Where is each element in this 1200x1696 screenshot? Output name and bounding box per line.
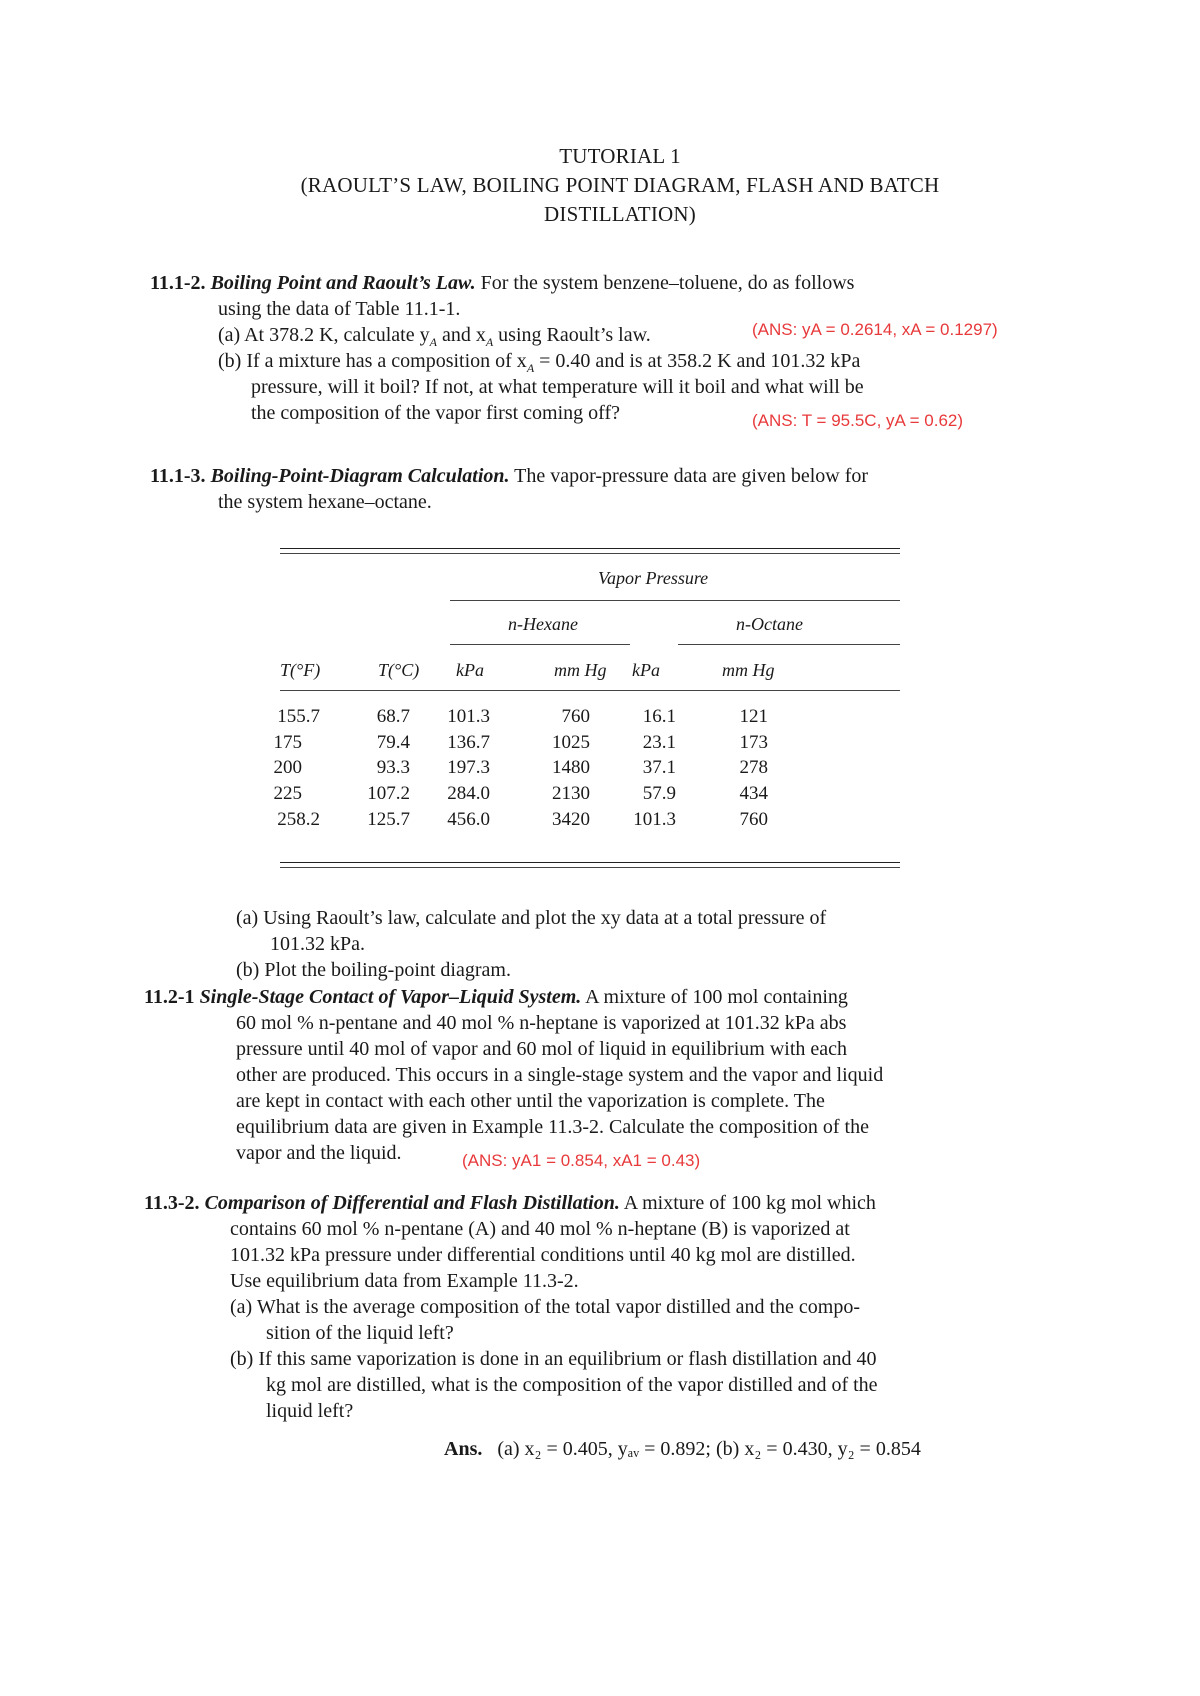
cell: 278 [739, 757, 768, 778]
octane-underline [678, 644, 900, 645]
vapor-pressure-table [273, 540, 900, 880]
p4-line-4: Use equilibrium data from Example 11.3-2. [230, 1270, 579, 1292]
cell: 2130 [552, 783, 590, 804]
cell: 125.7 [367, 809, 410, 830]
p4-answer [444, 1436, 921, 1462]
p1-part-b-2: pressure, will it boil? If not, at what temperature will it boil and what will be [251, 376, 864, 398]
cell: 197.3 [447, 757, 490, 778]
cell: 258.2 [277, 809, 320, 830]
p1-sub-a2: A [485, 335, 494, 349]
p1-answer-a: (ANS: yA = 0.2614, xA = 0.1297) [752, 320, 998, 339]
cell: 93.3 [376, 757, 410, 778]
col-header-t-f: T(°F) [280, 660, 321, 680]
p4-line-2: contains 60 mol % n-pentane (A) and 40 mol % n-heptane (B) is vaporized at [230, 1218, 850, 1240]
p4-part-b-3: liquid left? [266, 1400, 354, 1422]
p3-line-1: A mixture of 100 mol containing [585, 986, 848, 1008]
cell: 225 [273, 783, 302, 804]
cell: 760 [739, 809, 768, 830]
p4-line-3: 101.32 kPa pressure under differential conditions until 40 kg mol are distilled. [230, 1244, 856, 1266]
cell: 173 [739, 732, 768, 753]
p2-intro-1: The vapor-pressure data are given below for [514, 465, 869, 487]
p4-header [144, 1190, 876, 1216]
cell: 121 [739, 706, 768, 727]
p2-title: Boiling-Point-Diagram Calculation. [210, 465, 510, 487]
cell: 101.3 [633, 809, 676, 830]
p3-title: Single-Stage Contact of Vapor–Liquid System. [199, 986, 582, 1008]
cell: 101.3 [447, 706, 490, 727]
p4-part-b-2: kg mol are distilled, what is the composition of the vapor distilled and of the [266, 1374, 878, 1396]
cell: 1480 [552, 757, 590, 778]
p4-number: 11.3-2. [144, 1192, 200, 1214]
p4-answer-text: (a) x₂ = 0.405, yₐᵥ = 0.892; (b) x₂ = 0.430, y₂ = 0.854 [497, 1438, 921, 1460]
table-bottom-rule [280, 862, 900, 863]
p1-part-a-end: using Raoult’s law. [493, 324, 651, 346]
p1-part-a-mid: and x [436, 324, 486, 346]
group-underline [450, 600, 900, 601]
cell: 3420 [552, 809, 590, 830]
cell: 107.2 [367, 783, 410, 804]
p2-intro-2: the system hexane–octane. [218, 491, 432, 513]
p1-answer-b: (ANS: T = 95.5C, yA = 0.62) [752, 411, 964, 430]
p1-sub-a1: A [429, 335, 437, 349]
title-line-3: DISTILLATION) [544, 202, 696, 226]
col-header-octane-kpa: kPa [632, 660, 660, 680]
p4-part-a-2: sition of the liquid left? [266, 1322, 454, 1344]
table-top-rule-2 [280, 553, 900, 554]
col-header-t-c: T(°C) [378, 660, 420, 680]
table-top-rule [280, 548, 900, 549]
p2-header [150, 463, 868, 489]
cell: 200 [273, 757, 302, 778]
cell: 760 [561, 706, 590, 727]
p1-part-a-text: (a) At 378.2 K, calculate y [218, 324, 430, 346]
cell: 284.0 [447, 783, 490, 804]
p4-part-a-1: (a) What is the average composition of the total vapor distilled and the compo- [230, 1296, 860, 1318]
p3-line-6: equilibrium data are given in Example 11.3-2. Calculate the composition of the [236, 1116, 869, 1138]
header-n-hexane: n-Hexane [508, 614, 578, 634]
p4-line-1: A mixture of 100 kg mol which [623, 1192, 876, 1214]
p2-part-a-2: 101.32 kPa. [270, 933, 365, 955]
p3-line-2: 60 mol % n-pentane and 40 mol % n-heptane is vaporized at 101.32 kPa abs [236, 1012, 847, 1034]
col-header-hexane-mmhg: mm Hg [554, 660, 607, 680]
cell: 57.9 [642, 783, 676, 804]
p3-line-3: pressure until 40 mol of vapor and 60 mol of liquid in equilibrium with each [236, 1038, 848, 1060]
p3-line-5: are kept in contact with each other until the vaporization is complete. The [236, 1090, 825, 1112]
cell: 68.7 [376, 706, 410, 727]
title-line-1: TUTORIAL 1 [559, 144, 681, 168]
p2-part-b: (b) Plot the boiling-point diagram. [236, 959, 511, 981]
p3-line-4: other are produced. This occurs in a single-stage system and the vapor and liquid [236, 1064, 884, 1086]
p1-header [150, 270, 854, 296]
p1-title: Boiling Point and Raoult’s Law. [210, 272, 476, 294]
col-header-hexane-kpa: kPa [456, 660, 484, 680]
p1-sub-b: A [526, 361, 535, 375]
p4-part-b-1: (b) If this same vaporization is done in an equilibrium or flash distillation and 40 [230, 1348, 877, 1370]
cell: 155.7 [277, 706, 320, 727]
tutorial-title [160, 142, 1080, 229]
p4-title: Comparison of Differential and Flash Distillation. [204, 1192, 620, 1214]
p3-header [144, 984, 848, 1010]
header-n-octane: n-Octane [736, 614, 803, 634]
p1-number: 11.1-2. [150, 272, 206, 294]
p1-intro-1: For the system benzene–toluene, do as follows [480, 272, 855, 294]
table-bottom-rule-2 [280, 867, 900, 868]
title-line-2: (RAOULT’S LAW, BOILING POINT DIAGRAM, FLASH AND BATCH [300, 173, 940, 197]
p1-part-b-text: (b) If a mixture has a composition of x [218, 350, 527, 372]
cell: 1025 [552, 732, 590, 753]
cell: 175 [273, 732, 302, 753]
p3-answer: (ANS: yA1 = 0.854, xA1 = 0.43) [462, 1151, 701, 1170]
p3-number: 11.2-1 [144, 986, 195, 1008]
p2-number: 11.1-3. [150, 465, 206, 487]
p4-answer-label: Ans. [444, 1438, 483, 1460]
group-header-vapor-pressure: Vapor Pressure [598, 568, 709, 588]
col-header-octane-mmhg: mm Hg [722, 660, 775, 680]
p1-part-b-3: the composition of the vapor first coming off? [251, 402, 620, 424]
p2-part-a-1: (a) Using Raoult’s law, calculate and plot the xy data at a total pressure of [236, 907, 827, 929]
cell: 79.4 [376, 732, 410, 753]
hexane-underline [450, 644, 630, 645]
p3-line-7: vapor and the liquid. [236, 1142, 402, 1164]
cell: 136.7 [447, 732, 490, 753]
p1-part-b-end: = 0.40 and is at 358.2 K and 101.32 kPa [534, 350, 861, 372]
cell: 23.1 [642, 732, 676, 753]
p1-intro-2: using the data of Table 11.1-1. [218, 298, 461, 320]
cell: 456.0 [447, 809, 490, 830]
cell: 37.1 [642, 757, 676, 778]
cell: 434 [739, 783, 768, 804]
cell: 16.1 [642, 706, 676, 727]
header-bottom-rule [280, 690, 900, 691]
